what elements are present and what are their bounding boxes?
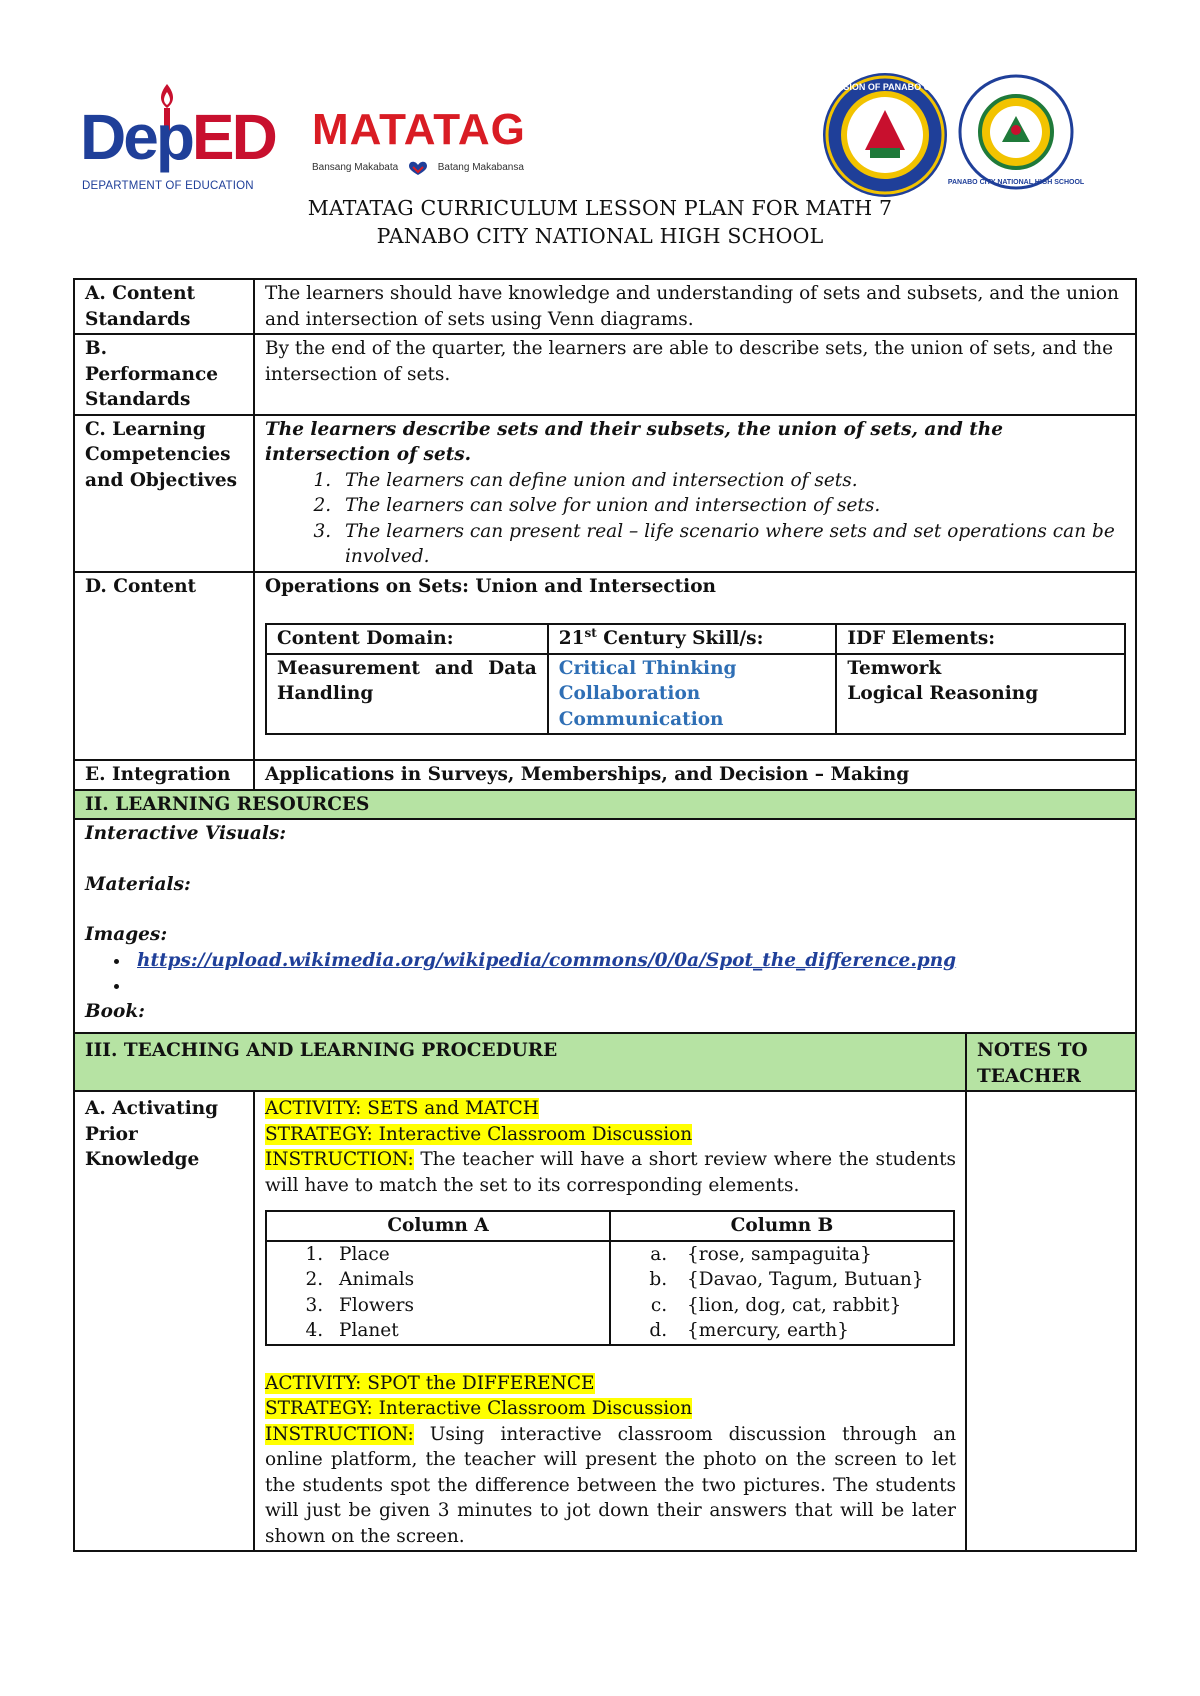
matching-table	[265, 1210, 955, 1346]
performance-standards-text: By the end of the quarter, the learners are able to describe sets, the union of sets, and the intersection of sets.	[254, 334, 1136, 415]
tagline-right: Batang Makabansa	[437, 161, 524, 173]
content-title: Operations on Sets: Union and Intersection	[265, 575, 717, 597]
activating-row	[74, 1091, 1136, 1551]
hands-heart-icon	[407, 158, 429, 176]
performance-standards-label: B. Performance Standards	[74, 334, 254, 415]
resources-header: II. LEARNING RESOURCES	[74, 790, 1136, 820]
image-link[interactable]: https://upload.wikimedia.org/wikipedia/commons/0/0a/Spot_the_difference.png	[137, 949, 957, 971]
objective-item: 2. The learners can solve for union and intersection of sets.	[337, 493, 1126, 519]
column-a-list	[267, 1242, 609, 1344]
header-logos	[0, 70, 1200, 210]
list-item: c. {lion, dog, cat, rabbit}	[673, 1293, 953, 1319]
list-item	[131, 948, 1126, 974]
content-domain-value: Measurement and Data Handling	[266, 654, 548, 735]
tagline-left: Bansang Makabata	[312, 161, 399, 173]
list-item: 3. Flowers	[329, 1293, 609, 1319]
page-title: MATATAG CURRICULUM LESSON PLAN FOR MATH 7	[307, 196, 893, 220]
content-standards-text: The learners should have knowledge and understanding of sets and subsets, and the union and intersection of sets using Venn diagrams.	[254, 279, 1136, 334]
content-info-table	[265, 623, 1126, 735]
century-skills-value	[548, 654, 837, 735]
activity-spot-difference: ACTIVITY: SPOT the DIFFERENCE	[265, 1372, 595, 1394]
competency-main: The learners describe sets and their subsets, the union of sets, and the intersection of sets.	[265, 418, 1004, 465]
integration-row	[74, 760, 1136, 790]
instruction-1: INSTRUCTION: The teacher will have a short review where the students will have to match the set to its corresponding elements.	[265, 1149, 956, 1196]
column-a-header: Column A	[266, 1211, 610, 1241]
list-item: 4. Planet	[329, 1318, 609, 1344]
notes-cell	[966, 1091, 1136, 1551]
skill-item: Collaboration	[558, 683, 701, 704]
images-label: Images:	[85, 924, 168, 945]
content-standards-row	[74, 279, 1136, 334]
materials-label: Materials:	[85, 873, 191, 895]
resources-cell	[74, 819, 1136, 1033]
content-cell	[254, 572, 1136, 761]
competencies-row	[74, 415, 1136, 572]
interactive-visuals-label: Interactive Visuals:	[85, 823, 287, 844]
deped-subtitle: DEPARTMENT OF EDUCATION	[82, 180, 254, 192]
idf-item: Temwork	[847, 657, 942, 679]
idf-item: Logical Reasoning	[847, 683, 1039, 704]
content-row	[74, 572, 1136, 761]
activity-sets-match: ACTIVITY: SETS and MATCH	[265, 1098, 539, 1119]
idf-elements-value	[836, 654, 1125, 735]
division-seal-icon	[820, 70, 950, 200]
matatag-tagline	[312, 158, 562, 176]
list-item: a. {rose, sampaguita}	[673, 1242, 953, 1268]
column-b-cell	[610, 1241, 954, 1345]
seal-left-label: DIVISION OF PANABO CITY	[825, 82, 945, 92]
strategy-1: STRATEGY: Interactive Classroom Discussion	[265, 1123, 693, 1145]
procedure-header: III. TEACHING AND LEARNING PROCEDURE	[74, 1033, 966, 1091]
activating-label: A. Activating Prior Knowledge	[74, 1091, 254, 1551]
activating-cell	[254, 1091, 966, 1551]
strategy-2: STRATEGY: Interactive Classroom Discussion	[265, 1398, 693, 1419]
list-item: b. {Davao, Tagum, Butuan}	[673, 1267, 953, 1293]
instruction-2: INSTRUCTION: Using interactive classroom discussion through an online platform, the teacher will present the photo on the screen to let the students spot the difference between the two pictures. The students will just be given 3 minutes to jot down their answers that will be later shown on the screen.	[265, 1423, 956, 1547]
matatag-logo	[312, 105, 562, 188]
skill-item: Critical Thinking	[558, 657, 737, 679]
content-domain-header: Content Domain:	[266, 624, 548, 654]
images-list	[85, 948, 1126, 999]
notes-header: NOTES TO TEACHER	[966, 1033, 1136, 1091]
idf-elements-header: IDF Elements:	[836, 624, 1125, 654]
list-item: d. {mercury, earth}	[673, 1318, 953, 1344]
objective-item: 3. The learners can present real – life scenario where sets and set operations can be involved.	[337, 519, 1126, 570]
content-standards-label: A. Content Standards	[74, 279, 254, 334]
skill-item: Communication	[558, 708, 724, 730]
list-item	[131, 973, 1126, 999]
performance-standards-row	[74, 334, 1136, 415]
resources-header-row	[74, 790, 1136, 820]
column-a-cell	[266, 1241, 610, 1345]
content-label: D. Content	[74, 572, 254, 761]
procedure-header-row	[74, 1033, 1136, 1091]
century-skills-header: 21st Century Skill/s:	[548, 624, 837, 654]
competencies-cell	[254, 415, 1136, 572]
resources-row	[74, 819, 1136, 1033]
lesson-plan-table	[73, 278, 1137, 1552]
column-b-header: Column B	[610, 1211, 954, 1241]
objective-item: 1. The learners can define union and intersection of sets.	[337, 468, 1126, 494]
school-seal-icon	[947, 72, 1085, 192]
deped-wordmark: DepED	[80, 101, 275, 173]
matatag-wordmark: MATATAG	[312, 105, 526, 154]
integration-text: Applications in Surveys, Memberships, and Decision – Making	[254, 760, 1136, 790]
integration-label: E. Integration	[74, 760, 254, 790]
book-label: Book:	[85, 1000, 145, 1022]
deped-logo	[80, 82, 280, 192]
competencies-label: C. Learning Competencies and Objectives	[74, 415, 254, 572]
list-item: 2. Animals	[329, 1267, 609, 1293]
column-b-list	[611, 1242, 953, 1344]
objectives-list	[265, 468, 1126, 570]
seal-right-label: PANABO CITY NATIONAL HIGH SCHOOL	[947, 179, 1085, 186]
list-item: 1. Place	[329, 1242, 609, 1268]
school-name: PANABO CITY NATIONAL HIGH SCHOOL	[376, 224, 824, 248]
